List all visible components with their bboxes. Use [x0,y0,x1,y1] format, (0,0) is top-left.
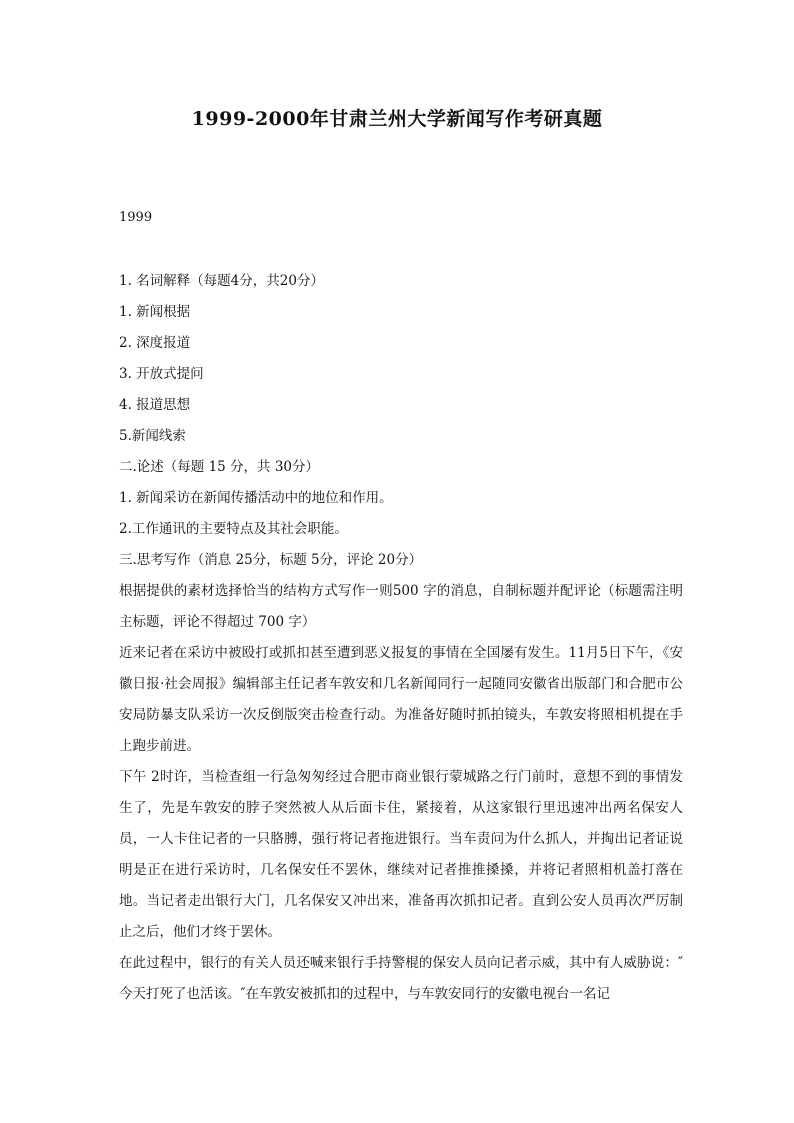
year-label: 1999 [119,210,153,225]
material-paragraph: 近来记者在采访中被殴打或抓扣甚至遭到恶义报复的事情在全国屡有发生。11月5日下午，《安徽日报·社会周报》编辑部主任记者车敦安和几名新闻同行一起随同安徽省出版部门和合肥市公安局防暴支队采访一次反倒版突击检查行动。为准备好随时抓拍镜头，车敦安将照相机提在手上跑步前进。 [119,645,683,754]
material-paragraph: 在此过程中，银行的有关人员还喊来银行手持警棍的保安人员向记者示威，其中有人威胁说：″今天打死了也活该。″在车敦安被抓扣的过程中，与车敦安同行的安徽电视台一名记 [119,955,683,1002]
exam-content [119,266,683,1010]
writing-instruction: 根据提供的素材选择恰当的结构方式写作一则500 字的消息，自制标题并配评论（标题需注明主标题，评论不得超过 700 字） [119,583,683,630]
list-item: 2.工作通讯的主要特点及其社会职能。 [119,521,348,537]
list-item: 2. 深度报道 [119,335,191,351]
section-1-heading: 1. 名词解释（每题4分，共20分） [119,273,324,289]
list-item: 5.新闻线索 [119,428,186,444]
section-3-heading: 三.思考写作（消息 25分，标题 5分，评论 20分） [119,552,423,568]
section-2-heading: 二.论述（每题 15 分，共 30分） [119,459,320,475]
list-item: 3. 开放式提问 [119,366,204,382]
document-title: 1999-2000年甘肃兰州大学新闻写作考研真题 [191,108,603,130]
material-paragraph: 下午 2时许，当检查组一行急匆匆经过合肥市商业银行蒙城路之行门前时，意想不到的事情发生了，先是车敦安的脖子突然被人从后面卡住，紧接着，从这家银行里迅速冲出两名保安人员，一人卡住记者的一只胳膊，强行将记者拖进银行。当车责问为什么抓人，并掏出记者证说明是正在进行采访时，几名保安任不罢休，继续对记者推推搡搡，并将记者照相机盖打落在地。当记者走出银行大门，几名保安又冲出来，准备再次抓扣记者。直到公安人员再次严厉制止之后，他们才终于罢休。 [119,769,683,940]
list-item: 4. 报道思想 [119,397,191,413]
list-item: 1. 新闻根据 [119,304,191,320]
list-item: 1. 新闻采访在新闻传播活动中的地位和作用。 [119,490,393,506]
